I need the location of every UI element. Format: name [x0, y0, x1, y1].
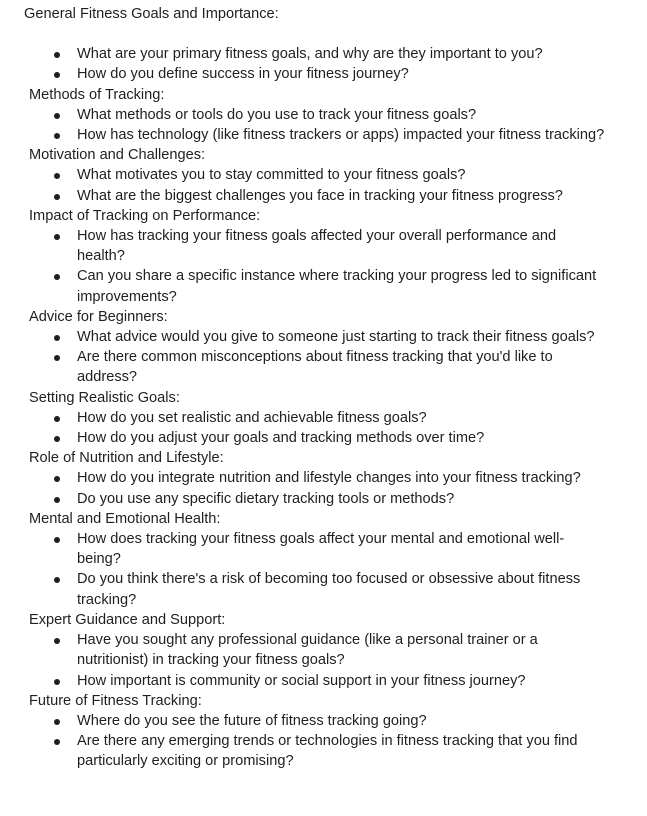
- bullet-icon: [54, 133, 60, 139]
- list-item: [0, 347, 647, 387]
- list-item: [0, 64, 647, 84]
- list-item: [0, 44, 647, 64]
- bullet-icon: [54, 638, 60, 644]
- section-impact-of-tracking: [0, 206, 647, 307]
- question-text: Where do you see the future of fitness tracking going?: [77, 712, 427, 729]
- bullet-icon: [54, 416, 60, 422]
- question-text: How do you adjust your goals and tracking methods over time?: [77, 430, 485, 447]
- list-item: [0, 731, 647, 771]
- section-heading: Role of Nutrition and Lifestyle:: [29, 450, 224, 467]
- section-heading: Future of Fitness Tracking:: [29, 692, 202, 709]
- section-heading: Motivation and Challenges:: [29, 147, 206, 164]
- question-text: How does tracking your fitness goals affect your mental and emotional well-being?: [77, 531, 565, 568]
- section-heading: Mental and Emotional Health:: [29, 510, 221, 527]
- section-heading: Expert Guidance and Support:: [29, 611, 226, 628]
- list-item: [0, 186, 647, 206]
- bullet-icon: [54, 173, 60, 179]
- question-list: [0, 529, 647, 610]
- bullet-icon: [54, 719, 60, 725]
- list-item: [0, 529, 647, 569]
- list-item: [0, 711, 647, 731]
- bullet-icon: [54, 72, 60, 78]
- section-heading: Methods of Tracking:: [29, 86, 165, 103]
- question-text: Are there common misconceptions about fitness tracking that you'd like to address?: [77, 349, 553, 386]
- bullet-icon: [54, 234, 60, 240]
- list-item: [0, 408, 647, 428]
- question-text: What are your primary fitness goals, and why are they important to you?: [77, 46, 543, 63]
- section-heading: Advice for Beginners:: [29, 308, 168, 325]
- question-list: [0, 468, 647, 508]
- section-mental-and-emotional-health: [0, 509, 647, 610]
- question-list: [0, 408, 647, 448]
- question-text: How important is community or social support in your fitness journey?: [77, 672, 526, 689]
- bullet-icon: [54, 274, 60, 280]
- section-advice-for-beginners: [0, 307, 647, 388]
- question-list: [0, 327, 647, 388]
- bullet-icon: [54, 497, 60, 503]
- bullet-icon: [54, 52, 60, 58]
- document: [0, 4, 647, 772]
- question-text: Have you sought any professional guidance (like a personal trainer or a nutritionist) in tracking your fitness goals?: [77, 632, 538, 669]
- list-item: [0, 671, 647, 691]
- question-text: How has tracking your fitness goals affected your overall performance and health?: [77, 228, 557, 265]
- question-text: How do you integrate nutrition and lifestyle changes into your fitness tracking?: [77, 470, 581, 487]
- bullet-icon: [54, 335, 60, 341]
- bullet-icon: [54, 476, 60, 482]
- bullet-icon: [54, 537, 60, 543]
- list-item: [0, 630, 647, 670]
- section-heading: Impact of Tracking on Performance:: [29, 207, 261, 224]
- question-text: How do you define success in your fitness journey?: [77, 66, 409, 83]
- question-text: Are there any emerging trends or technologies in fitness tracking that you find particularly exciting or promising?: [77, 733, 578, 770]
- list-item: [0, 327, 647, 347]
- list-item: [0, 226, 647, 266]
- question-list: [0, 630, 647, 691]
- section-general-fitness-goals: [0, 4, 647, 85]
- bullet-icon: [54, 113, 60, 119]
- question-text: What are the biggest challenges you face in tracking your fitness progress?: [77, 187, 563, 204]
- question-text: Can you share a specific instance where tracking your progress led to significant improvements?: [77, 268, 597, 305]
- question-text: What methods or tools do you use to track your fitness goals?: [77, 106, 477, 123]
- bullet-icon: [54, 355, 60, 361]
- bullet-icon: [54, 679, 60, 685]
- list-item: [0, 569, 647, 609]
- question-list: [0, 226, 647, 307]
- list-item: [0, 125, 647, 145]
- question-list: [0, 44, 647, 84]
- question-text: What motivates you to stay committed to your fitness goals?: [77, 167, 466, 184]
- list-item: [0, 489, 647, 509]
- question-list: [0, 165, 647, 205]
- list-item: [0, 428, 647, 448]
- list-item: [0, 266, 647, 306]
- question-text: Do you use any specific dietary tracking tools or methods?: [77, 490, 455, 507]
- question-text: What advice would you give to someone just starting to track their fitness goals?: [77, 329, 595, 346]
- section-future-of-fitness-tracking: [0, 691, 647, 772]
- bullet-icon: [54, 436, 60, 442]
- question-text: How has technology (like fitness trackers or apps) impacted your fitness tracking?: [77, 127, 605, 144]
- section-heading: General Fitness Goals and Importance:: [24, 6, 279, 22]
- question-text: Do you think there's a risk of becoming too focused or obsessive about fitness tracking?: [77, 571, 581, 608]
- bullet-icon: [54, 739, 60, 745]
- section-methods-of-tracking: [0, 85, 647, 146]
- section-expert-guidance: [0, 610, 647, 691]
- section-setting-realistic-goals: [0, 388, 647, 449]
- list-item: [0, 165, 647, 185]
- bullet-icon: [54, 194, 60, 200]
- question-list: [0, 711, 647, 772]
- bullet-icon: [54, 577, 60, 583]
- section-nutrition-and-lifestyle: [0, 448, 647, 509]
- list-item: [0, 468, 647, 488]
- question-list: [0, 105, 647, 145]
- question-text: How do you set realistic and achievable fitness goals?: [77, 409, 427, 426]
- section-motivation-and-challenges: [0, 145, 647, 206]
- list-item: [0, 105, 647, 125]
- section-heading: Setting Realistic Goals:: [29, 389, 180, 406]
